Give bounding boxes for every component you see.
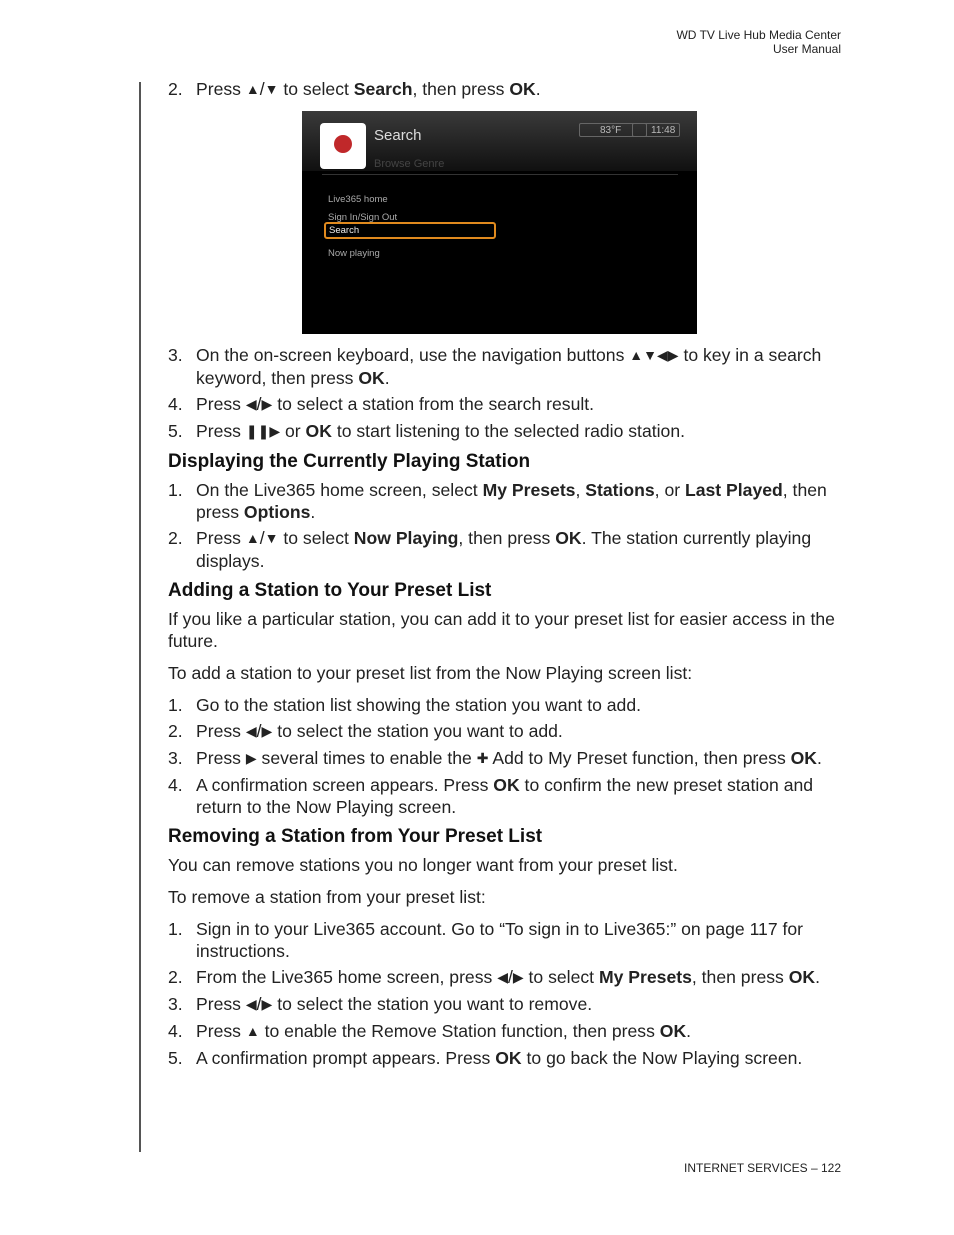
right-arrow-icon: ▶ <box>261 396 273 412</box>
main-content <box>168 78 840 1073</box>
left-arrow-icon: ◀ <box>657 347 668 363</box>
section-heading-adding: Adding a Station to Your Preset List <box>168 580 492 601</box>
page-footer: INTERNET SERVICES – 122 <box>684 1161 841 1175</box>
paragraph: To add a station to your preset list from the Now Playing screen list: <box>168 663 693 683</box>
down-arrow-icon: ▼ <box>264 81 279 97</box>
margin-rule <box>139 82 141 1152</box>
step-select-remove: 3. Press ◀/▶ to select the station you want to remove. <box>168 994 593 1014</box>
step-go-to-list: 1. Go to the station list showing the station you want to add. <box>168 695 641 715</box>
left-arrow-icon: ◀ <box>245 996 257 1012</box>
right-arrow-icon: ▶ <box>261 723 273 739</box>
live365-logo <box>320 123 366 169</box>
down-arrow-icon: ▼ <box>264 530 279 546</box>
up-arrow-icon: ▲ <box>245 1023 260 1039</box>
step-add-preset: 3. Press ▶ several times to enable the ✚ Add to My Preset function, then press OK. <box>168 748 822 768</box>
step-now-playing: 2. Press ▲/▼ to select Now Playing, then press OK. The station currently playing displays. <box>168 528 812 571</box>
header-title: WD TV Live Hub Media Center <box>676 28 841 42</box>
screen-subtitle: Browse Genre <box>374 158 445 170</box>
clock-badge: 11:48 <box>632 123 680 137</box>
step-select-search: 2. Press ▲/▼ to select Search, then press OK. <box>168 79 541 99</box>
plus-icon: ✚ <box>476 750 489 766</box>
step-confirm-remove: 5. A confirmation prompt appears. Press OK to go back the Now Playing screen. <box>168 1048 803 1068</box>
up-arrow-icon: ▲ <box>245 81 260 97</box>
tv-screenshot <box>302 111 697 334</box>
screen-title: Search <box>374 127 422 144</box>
menu-item-now-playing[interactable]: Now playing <box>328 248 380 259</box>
section-heading-removing: Removing a Station from Your Preset List <box>168 826 543 847</box>
step-select-station: 2. Press ◀/▶ to select the station you want to add. <box>168 721 563 741</box>
section-heading-displaying: Displaying the Currently Playing Station <box>168 451 531 472</box>
play-icon: ▶ <box>269 423 281 439</box>
weather-badge: 83°F <box>579 123 647 137</box>
menu-item-home[interactable]: Live365 home <box>328 194 388 205</box>
step-select-presets: 1. On the Live365 home screen, select My Presets, Stations, or Last Played, then press Options. <box>168 480 827 522</box>
step-select-result: 4. Press ◀/▶ to select a station from the search result. <box>168 394 595 414</box>
right-arrow-icon: ▶ <box>245 750 257 766</box>
right-arrow-icon: ▶ <box>261 996 273 1012</box>
left-arrow-icon: ◀ <box>497 969 508 985</box>
right-arrow-icon: ▶ <box>512 969 524 985</box>
up-arrow-icon: ▲ <box>245 530 260 546</box>
header-subtitle: User Manual <box>772 42 841 56</box>
menu-item-sign-in[interactable]: Sign In/Sign Out <box>328 212 398 223</box>
step-confirm-add: 4. A confirmation screen appears. Press OK to confirm the new preset station and return to the Now Playing screen. <box>168 775 814 817</box>
right-arrow-icon: ▶ <box>667 347 679 363</box>
menu-item-search[interactable]: Search <box>324 222 496 239</box>
up-arrow-icon: ▲ <box>629 347 644 363</box>
pause-icon: ❚❚ <box>245 423 270 439</box>
left-arrow-icon: ◀ <box>245 723 257 739</box>
paragraph: You can remove stations you no longer want from your preset list. <box>168 855 678 875</box>
step-sign-in: 1. Sign in to your Live365 account. Go to “To sign in to Live365:” on page 117 for instructions. <box>168 919 804 961</box>
left-arrow-icon: ◀ <box>245 396 257 412</box>
step-remove-function: 4. Press ▲ to enable the Remove Station function, then press OK. <box>168 1021 692 1041</box>
step-select-my-presets: 2. From the Live365 home screen, press ◀/▶ to select My Presets, then press OK. <box>168 967 820 987</box>
down-arrow-icon: ▼ <box>643 347 657 363</box>
paragraph: To remove a station from your preset list: <box>168 887 486 907</box>
paragraph: If you like a particular station, you can add it to your preset list for easier access in the future. <box>168 609 835 651</box>
step-keyboard: 3. On the on-screen keyboard, use the navigation buttons ▲▼◀▶ to key in a search keyword, then press OK. <box>168 345 822 388</box>
running-header <box>676 28 841 56</box>
step-start-listening: 5. Press ❚❚▶ or OK to start listening to the selected radio station. <box>168 421 685 441</box>
